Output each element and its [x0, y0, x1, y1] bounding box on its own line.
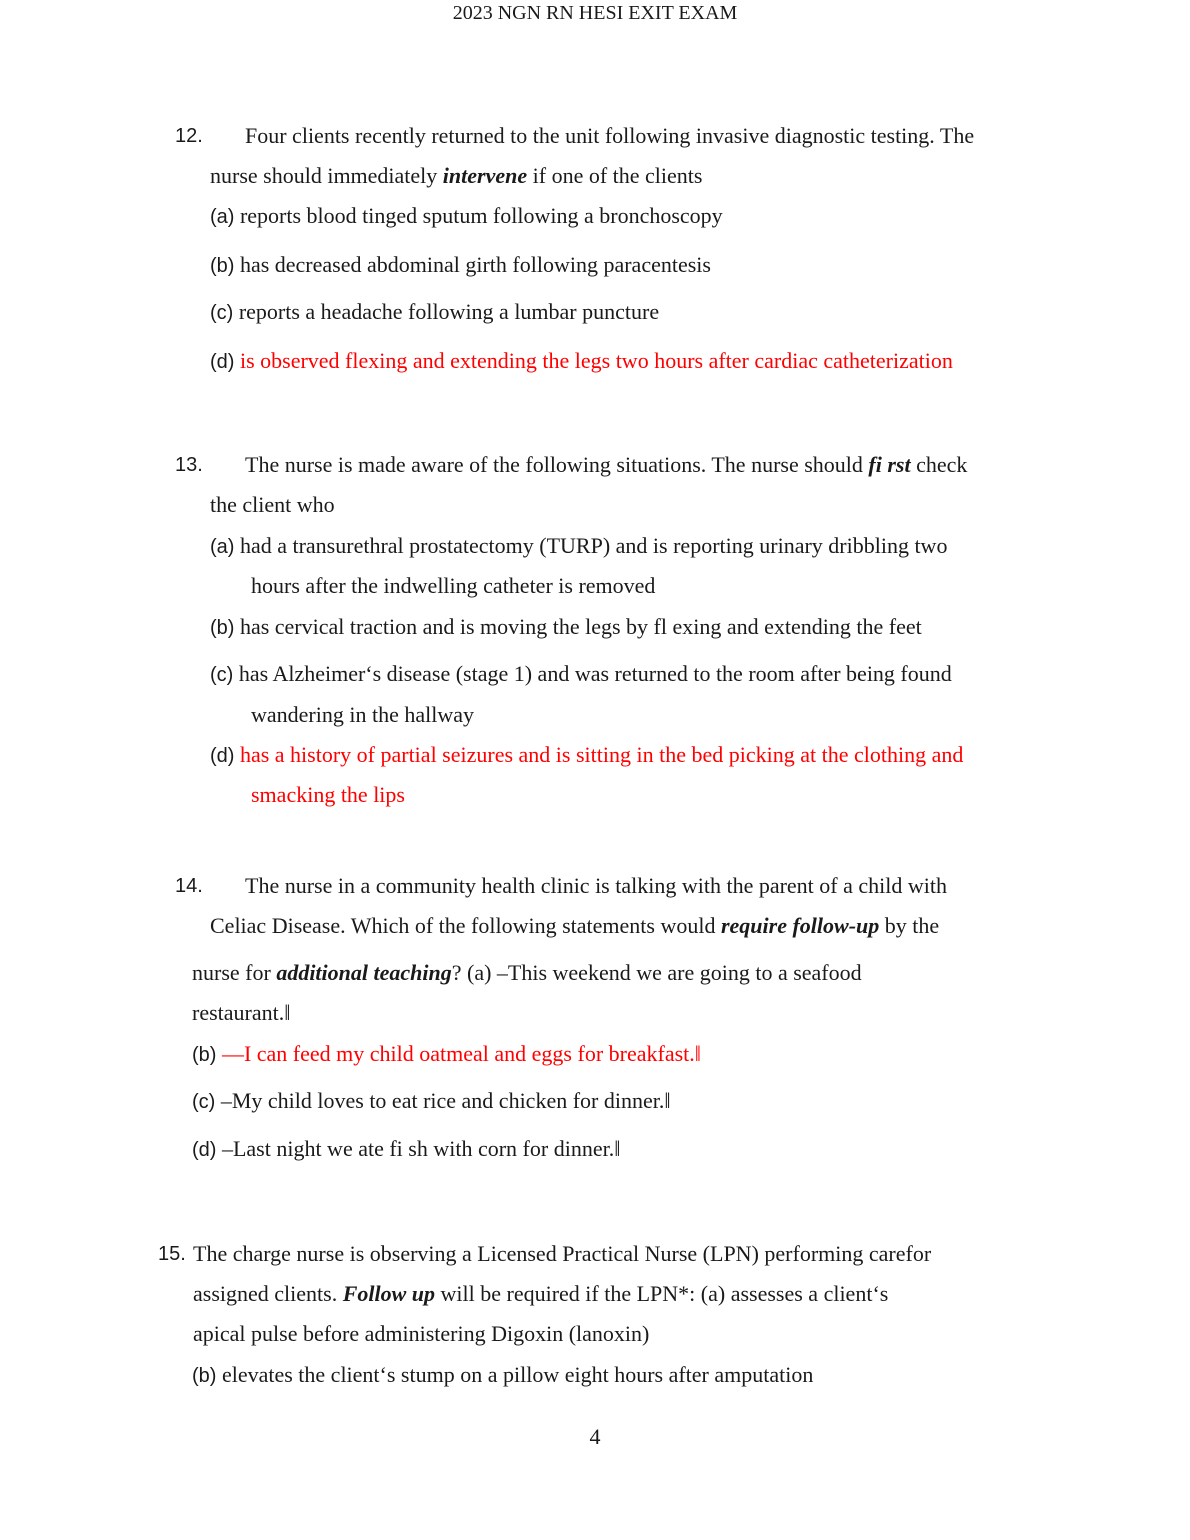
question-stem-line: The nurse in a community health clinic is talking with the parent of a child with — [245, 873, 947, 898]
page-number: 4 — [589, 1424, 601, 1449]
answer-option-c: (c) has Alzheimer‘s disease (stage 1) and was returned to the room after being found — [210, 661, 952, 686]
question-number: 12. — [175, 125, 203, 147]
answer-option-c-continued: wandering in the hallway — [251, 702, 474, 727]
question-number: 15. — [158, 1243, 186, 1265]
answer-option-b: (b) elevates the client‘s stump on a pillow eight hours after amputation — [192, 1362, 814, 1387]
question-stem-line: nurse should immediately intervene if one of the clients — [210, 163, 703, 188]
answer-option-c: (c) –My child loves to eat rice and chicken for dinner.‖ — [192, 1088, 671, 1113]
answer-option-a: (a) had a transurethral prostatectomy (TURP) and is reporting urinary dribbling two — [210, 533, 948, 558]
question-stem-line: the client who — [210, 492, 335, 517]
question-number: 13. — [175, 454, 203, 476]
question-stem-line: nurse for additional teaching? (a) –This weekend we are going to a seafood — [192, 960, 862, 985]
answer-option-c: (c) reports a headache following a lumbar puncture — [210, 299, 660, 324]
answer-option-a-continued: restaurant.‖ — [192, 1000, 291, 1025]
question-stem-line: Four clients recently returned to the unit following invasive diagnostic testing. The — [245, 123, 975, 148]
question-stem-line: Celiac Disease. Which of the following statements would require follow-up by the — [210, 913, 940, 938]
emphasis-term: fi rst — [868, 452, 911, 477]
answer-option-d-continued: smacking the lips — [251, 782, 405, 807]
question-stem-line: The nurse is made aware of the following situations. The nurse should fi rst check — [245, 452, 968, 477]
question-stem-line: The charge nurse is observing a Licensed Practical Nurse (LPN) performing carefor — [193, 1241, 932, 1266]
answer-option-a: (a) reports blood tinged sputum following a bronchoscopy — [210, 203, 723, 228]
answer-option-d: (d) –Last night we ate fi sh with corn for dinner.‖ — [192, 1136, 621, 1161]
answer-option-b-correct: (b) —I can feed my child oatmeal and eggs for breakfast.‖ — [192, 1041, 701, 1066]
answer-option-a-continued: apical pulse before administering Digoxin (lanoxin) — [193, 1321, 650, 1346]
answer-option-d-correct: (d) is observed flexing and extending the legs two hours after cardiac catheterization — [210, 348, 953, 373]
emphasis-term: require follow-up — [720, 913, 880, 938]
emphasis-term: additional teaching — [276, 960, 452, 985]
question-stem-line: assigned clients. Follow up will be required if the LPN*: (a) assesses a client‘s — [193, 1281, 889, 1306]
answer-option-b: (b) has decreased abdominal girth following paracentesis — [210, 252, 711, 277]
question-number: 14. — [175, 875, 203, 897]
answer-option-d-correct: (d) has a history of partial seizures and is sitting in the bed picking at the clothing and — [210, 742, 964, 767]
emphasis-term: Follow up — [342, 1281, 436, 1306]
page-header: 2023 NGN RN HESI EXIT EXAM — [452, 2, 738, 24]
answer-option-a-continued: hours after the indwelling catheter is removed — [251, 573, 656, 598]
answer-option-b: (b) has cervical traction and is moving the legs by fl exing and extending the feet — [210, 614, 922, 639]
emphasis-term: intervene — [442, 163, 528, 188]
